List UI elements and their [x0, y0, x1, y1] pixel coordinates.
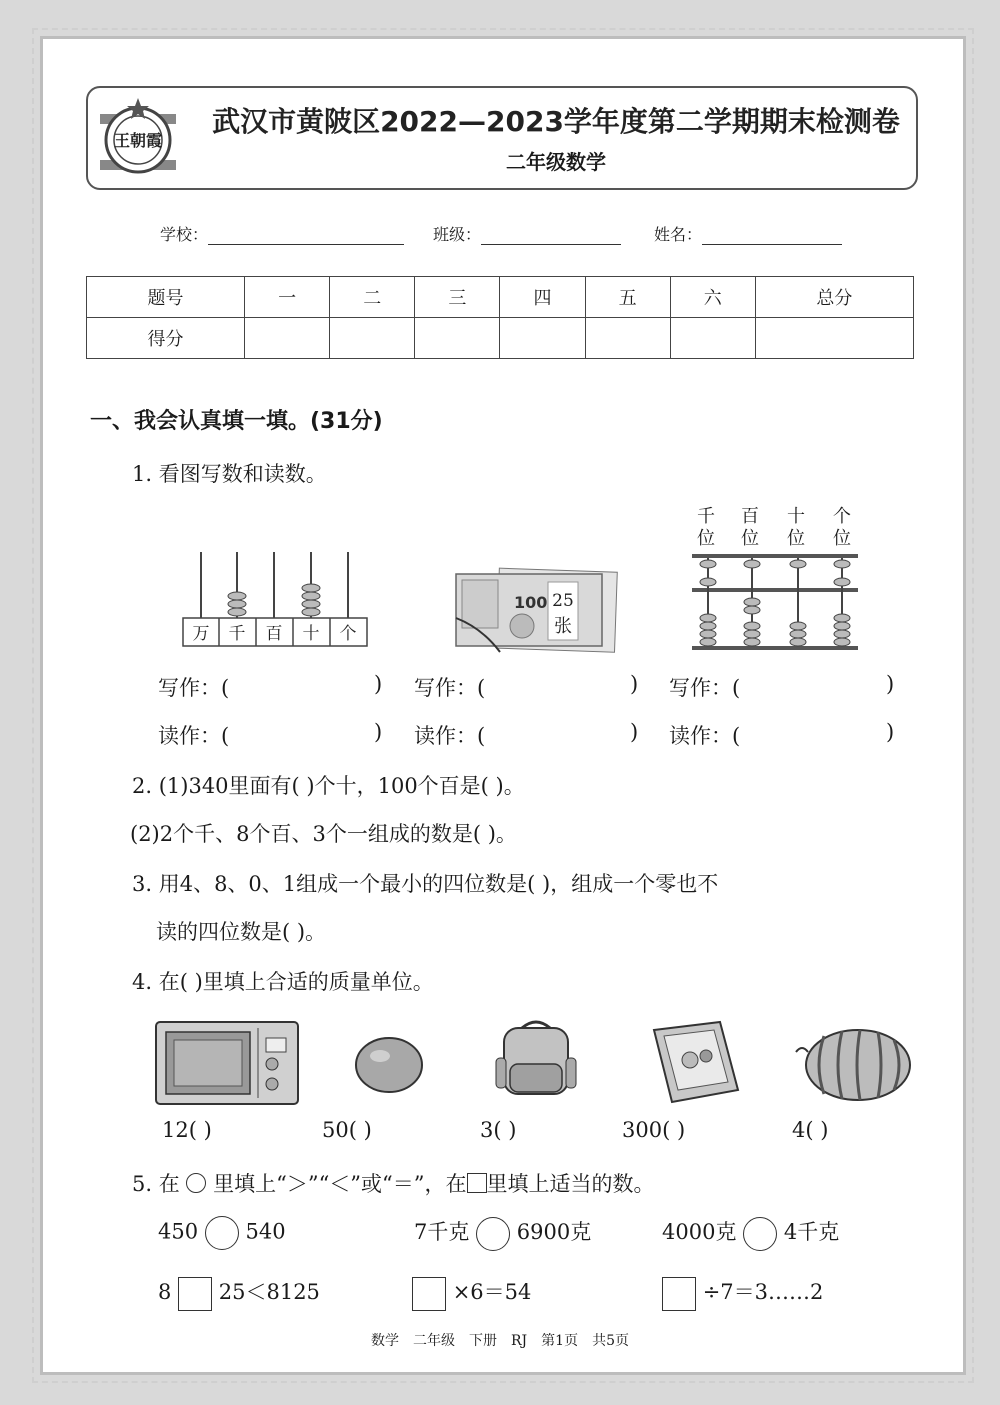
table-cell: 六	[670, 277, 755, 318]
read-close-1: )	[374, 720, 383, 744]
mass-blank-watermelon[interactable]: 4( )	[792, 1118, 829, 1142]
exam-title: 武汉市黄陂区2022—2023学年度第二学期期末检测卷	[212, 105, 900, 138]
circle-symbol-icon	[186, 1173, 206, 1193]
table-cell: 三	[415, 277, 500, 318]
table-row	[87, 318, 914, 359]
compare-item-2: 7千克 6900克	[414, 1216, 591, 1251]
place-label: 千	[228, 624, 246, 644]
write-close-1: )	[374, 672, 383, 696]
mass-blank-microwave[interactable]: 12( )	[162, 1118, 212, 1142]
svg-text:100: 100	[514, 593, 548, 612]
write-close-3: )	[886, 672, 895, 696]
compare-item-1: 450 540	[158, 1216, 286, 1250]
q5-prompt: 5. 在 里填上“＞”“＜”或“＝”，在 里填上适当的数。	[132, 1172, 655, 1196]
name-field[interactable]	[654, 222, 842, 245]
table-cell: 四	[500, 277, 585, 318]
place-label: 百 位	[741, 506, 759, 549]
abacus-2-icon	[690, 552, 860, 652]
compare-circle-1[interactable]	[205, 1216, 239, 1250]
exam-subtitle: 二年级数学	[506, 150, 606, 174]
table-cell: 总分	[755, 277, 913, 318]
place-label: 十 位	[787, 506, 805, 549]
class-field[interactable]	[433, 222, 621, 245]
write-blank-1[interactable]: 写作：(	[158, 676, 230, 700]
watermelon-icon	[794, 1028, 912, 1102]
name-blank[interactable]	[702, 226, 842, 245]
fill-box-1[interactable]	[178, 1277, 212, 1311]
table-row	[87, 277, 914, 318]
school-field[interactable]	[160, 222, 404, 245]
write-blank-2[interactable]: 写作：(	[414, 676, 486, 700]
mass-blank-egg[interactable]: 50( )	[322, 1118, 372, 1142]
place-label: 十	[302, 624, 320, 644]
score-input-cell[interactable]	[755, 318, 913, 359]
table-cell: 一	[245, 277, 330, 318]
table-cell: 五	[585, 277, 670, 318]
place-label: 千 位	[697, 506, 715, 549]
read-close-3: )	[886, 720, 895, 744]
score-input-cell[interactable]	[415, 318, 500, 359]
mass-blank-book[interactable]: 300( )	[622, 1118, 686, 1142]
q1-prompt: 1. 看图写数和读数。	[132, 462, 327, 486]
place-label: 万	[192, 624, 210, 644]
fill-item-2: ×6＝54	[412, 1276, 531, 1311]
backpack-icon	[494, 1018, 578, 1096]
write-close-2: )	[630, 672, 639, 696]
q3-line-1[interactable]: 3. 用4、8、0、1组成一个最小的四位数是( )，组成一个零也不	[132, 872, 719, 896]
score-table	[86, 276, 914, 359]
place-label: 百	[265, 624, 283, 644]
table-cell: 二	[330, 277, 415, 318]
score-input-cell[interactable]	[500, 318, 585, 359]
place-label: 个 位	[833, 506, 851, 549]
square-symbol-icon	[467, 1173, 487, 1193]
q2-line-2[interactable]: (2)2个千、8个百、3个一组成的数是( )。	[130, 822, 517, 846]
score-input-cell[interactable]	[670, 318, 755, 359]
compare-circle-2[interactable]	[476, 1217, 510, 1251]
school-blank[interactable]	[208, 226, 404, 245]
banknote-unit: 张	[554, 616, 572, 637]
school-label: 学校：	[160, 225, 209, 244]
read-blank-1[interactable]: 读作：(	[158, 724, 230, 748]
fill-box-3[interactable]	[662, 1277, 696, 1311]
table-cell: 题号	[87, 277, 245, 318]
egg-icon	[354, 1036, 424, 1094]
score-input-cell[interactable]	[330, 318, 415, 359]
read-blank-3[interactable]: 读作：(	[669, 724, 741, 748]
page-footer: 数学 二年级 下册 RJ 第1页 共5页	[371, 1333, 629, 1349]
compare-circle-3[interactable]	[743, 1217, 777, 1251]
q4-prompt: 4. 在( )里填上合适的质量单位。	[132, 970, 434, 994]
abacus-1-icon	[182, 550, 368, 646]
score-input-cell[interactable]	[585, 318, 670, 359]
q2-line-1[interactable]: 2. (1)340里面有( )个十，100个百是( )。	[132, 774, 525, 798]
microwave-icon	[154, 1020, 300, 1108]
picture-book-icon	[650, 1020, 742, 1104]
score-input-cell[interactable]	[245, 318, 330, 359]
banknote-count: 25	[552, 591, 574, 611]
class-blank[interactable]	[481, 226, 621, 245]
read-blank-2[interactable]: 读作：(	[414, 724, 486, 748]
place-label: 个	[339, 624, 357, 644]
fill-item-3: ÷7＝3……2	[662, 1276, 823, 1311]
q3-line-2[interactable]: 读的四位数是( )。	[156, 920, 327, 944]
name-label: 姓名：	[654, 225, 703, 244]
fill-item-1: 8 25＜8125	[158, 1276, 320, 1311]
section-heading: 一、我会认真填一填。(31分)	[90, 409, 383, 434]
class-label: 班级：	[433, 225, 482, 244]
logo-text: 王朝霞	[113, 131, 163, 150]
mass-blank-backpack[interactable]: 3( )	[480, 1118, 517, 1142]
read-close-2: )	[630, 720, 639, 744]
publisher-logo-icon	[96, 94, 180, 178]
banknote-stack-icon	[452, 568, 618, 656]
fill-box-2[interactable]	[412, 1277, 446, 1311]
write-blank-3[interactable]: 写作：(	[669, 676, 741, 700]
table-cell: 得分	[87, 318, 245, 359]
exam-header	[86, 86, 918, 190]
compare-item-3: 4000克 4千克	[662, 1216, 839, 1251]
